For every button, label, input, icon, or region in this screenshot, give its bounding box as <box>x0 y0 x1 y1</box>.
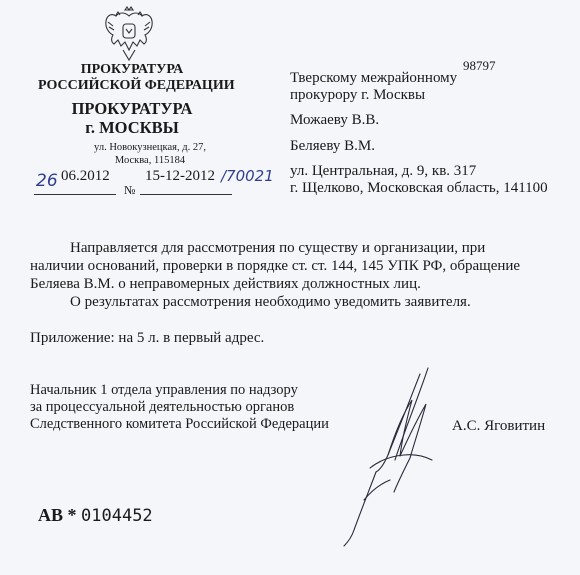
serial-number: 0104452 <box>81 506 153 526</box>
handwritten-number: /70021 <box>221 167 274 185</box>
handwritten-day: 26 <box>36 171 58 191</box>
signer-title-line2: за процессуальной деятельностью органов <box>30 399 295 415</box>
org-name <box>38 62 235 94</box>
recipient-name2: Беляеву В.М. <box>290 138 375 154</box>
date-underline <box>34 194 116 195</box>
sender-address-line1: ул. Новокузнецкая, д. 27, <box>94 142 206 153</box>
body-line1: Направляется для рассмотрения по существу и организации, при <box>70 240 486 256</box>
recipient-address <box>290 163 548 197</box>
body-line3: Беляева В.М. о неправомерных действиях должностных лиц. <box>30 276 421 292</box>
attachment-note: Приложение: на 5 л. в первый адрес. <box>30 330 265 346</box>
body-notice: О результатах рассмотрения необходимо уведомить заявителя. <box>70 294 471 310</box>
office-line2: г. МОСКВЫ <box>85 118 179 137</box>
document-number: 98797 <box>463 58 496 73</box>
recipient-line1: Тверскому межрайонному <box>290 70 458 86</box>
recipient-address-line1: ул. Центральная, д. 9, кв. 317 <box>290 163 477 179</box>
number-underline <box>140 194 232 195</box>
recipient-address-line2: г. Щелково, Московская область, 141100 <box>290 180 548 196</box>
recipient-office <box>290 70 457 104</box>
recipient-line2: прокурору г. Москвы <box>290 87 426 103</box>
signer-title-line3: Следственного комитета Российской Федерации <box>30 416 329 432</box>
serial-series: АВ <box>38 505 64 525</box>
office-line1: ПРОКУРАТУРА <box>71 99 193 118</box>
signer-title <box>30 382 329 433</box>
sender-address <box>60 142 240 167</box>
recipient-name1: Можаеву В.В. <box>290 112 380 128</box>
double-headed-eagle-emblem-icon <box>103 6 155 62</box>
office-name <box>38 99 226 137</box>
serial-star: * <box>67 505 77 525</box>
signer-name: А.С. Яговитин <box>452 418 546 434</box>
sender-address-line2: Москва, 115184 <box>114 154 186 166</box>
org-line1: ПРОКУРАТУРА <box>80 62 184 77</box>
form-serial-number <box>38 505 153 526</box>
registration-number-date: 15-12-2012 <box>145 168 215 184</box>
body-line2: наличии оснований, проверки в порядке ст. ст. 144, 145 УПК РФ, обращение <box>30 258 521 274</box>
handwritten-signature-icon <box>300 360 480 550</box>
number-sign: № <box>124 183 136 197</box>
registration-date: 06.2012 <box>61 168 110 184</box>
org-line2: РОССИЙСКОЙ ФЕДЕРАЦИИ <box>38 78 235 93</box>
signer-title-line1: Начальник 1 отдела управления по надзору <box>30 382 298 398</box>
